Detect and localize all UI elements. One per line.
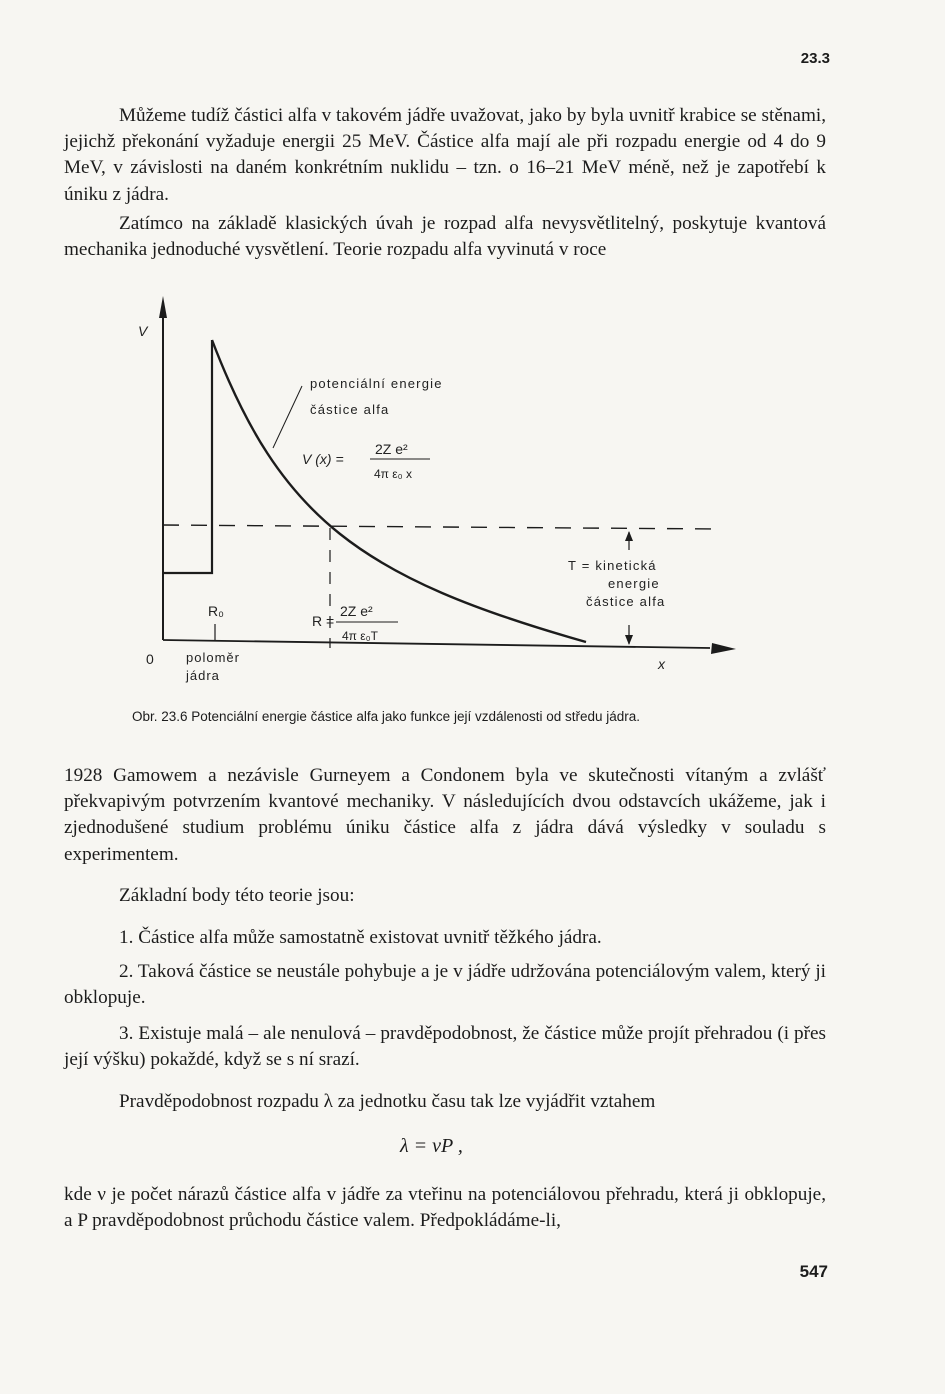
formula-denominator: 4π ε₀ x <box>374 467 412 481</box>
paragraph-5: Pravděpodobnost rozpadu λ za jednotku času tak lze vyjádřit vztahem <box>119 1091 656 1112</box>
figure-potential-energy <box>130 288 750 698</box>
potential-well <box>163 340 212 573</box>
formula-lhs: V (x) = <box>302 451 344 467</box>
x-axis-arrow <box>711 643 736 654</box>
paragraph-1: Můžeme tudíž částici alfa v takovém jádře uvažovat, jako by byla uvnitř krabice se stěnami, jejichž překonání vyžaduje energii 25 MeV. Částice alfa mají ale při rozpadu energie od 4 do 9 MeV, v závislosti na daném konkrétním nuklidu – tzn. o 16–21 MeV méně, než je zapotřebí k úniku z jádra. <box>64 105 826 205</box>
potential-diagram <box>130 288 750 698</box>
t-label-line1: T = kinetická <box>568 558 657 573</box>
paragraph-4: Základní body této teorie jsou: <box>119 885 355 906</box>
radius-label-line2: jádra <box>186 668 220 683</box>
curve-label-line2: částice alfa <box>310 402 390 417</box>
t-label-line2: energie <box>608 576 660 591</box>
y-axis-label: V <box>138 323 148 339</box>
origin-label: 0 <box>146 651 154 667</box>
paragraph-6: kde ν je počet nárazů částice alfa v jádře za vteřinu na potenciálovou přehradu, která ji obklopuje, a P pravděpodobnost průchodu částice valem. Předpokládáme-li, <box>64 1184 826 1232</box>
r-label: R = <box>312 613 335 629</box>
curve-label-line1: potenciální energie <box>310 376 443 391</box>
x-axis-label: x <box>658 656 665 672</box>
t-arrow-up-icon <box>625 531 633 541</box>
y-axis-arrow <box>159 296 167 318</box>
list-item-1: 1. Částice alfa může samostatně existovat uvnitř těžkého jádra. <box>119 927 602 948</box>
section-number: 23.3 <box>800 50 830 67</box>
energy-level-line <box>163 525 720 529</box>
t-label-line3: částice alfa <box>586 594 666 609</box>
list-item-3: 3. Existuje malá – ale nenulová – pravděpodobnost, že částice může projít přehradou (i přes její výšku) pokaždé, když se s ní srazí. <box>64 1023 826 1071</box>
paragraph-2: Zatímco na základě klasických úvah je rozpad alfa nevysvětlitelný, poskytuje kvantová mechanika jednoduché vysvětlení. Teorie rozpadu alfa vyvinutá v roce <box>64 213 826 261</box>
label-pointer <box>273 386 302 448</box>
decay-equation: λ = νP , <box>400 1135 463 1157</box>
formula-numerator: 2Z e² <box>375 441 408 457</box>
r-denominator: 4π ε₀T <box>342 629 378 643</box>
list-item-2: 2. Taková částice se neustále pohybuje a je v jádře udržována potenciálovým valem, který ji obklopuje. <box>64 961 826 1009</box>
page-number: 547 <box>799 1262 828 1281</box>
r-numerator: 2Z e² <box>340 603 373 619</box>
radius-label-line1: poloměr <box>186 650 240 665</box>
figure-caption: Obr. 23.6 Potenciální energie částice alfa jako funkce její vzdálenosti od středu jádra. <box>132 709 641 724</box>
paragraph-3: 1928 Gamowem a nezávisle Gurneyem a Condonem byla ve skutečnosti vítaným a zvlášť překvapivým potvrzením kvantové mechaniky. V následujících dvou odstavcích ukážeme, jak i zjednodušené studium problému úniku částice alfa z jádra dává výsledky v souladu s experimentem. <box>64 765 826 865</box>
r0-label: R₀ <box>208 603 224 619</box>
t-arrow-down-icon <box>625 635 633 645</box>
